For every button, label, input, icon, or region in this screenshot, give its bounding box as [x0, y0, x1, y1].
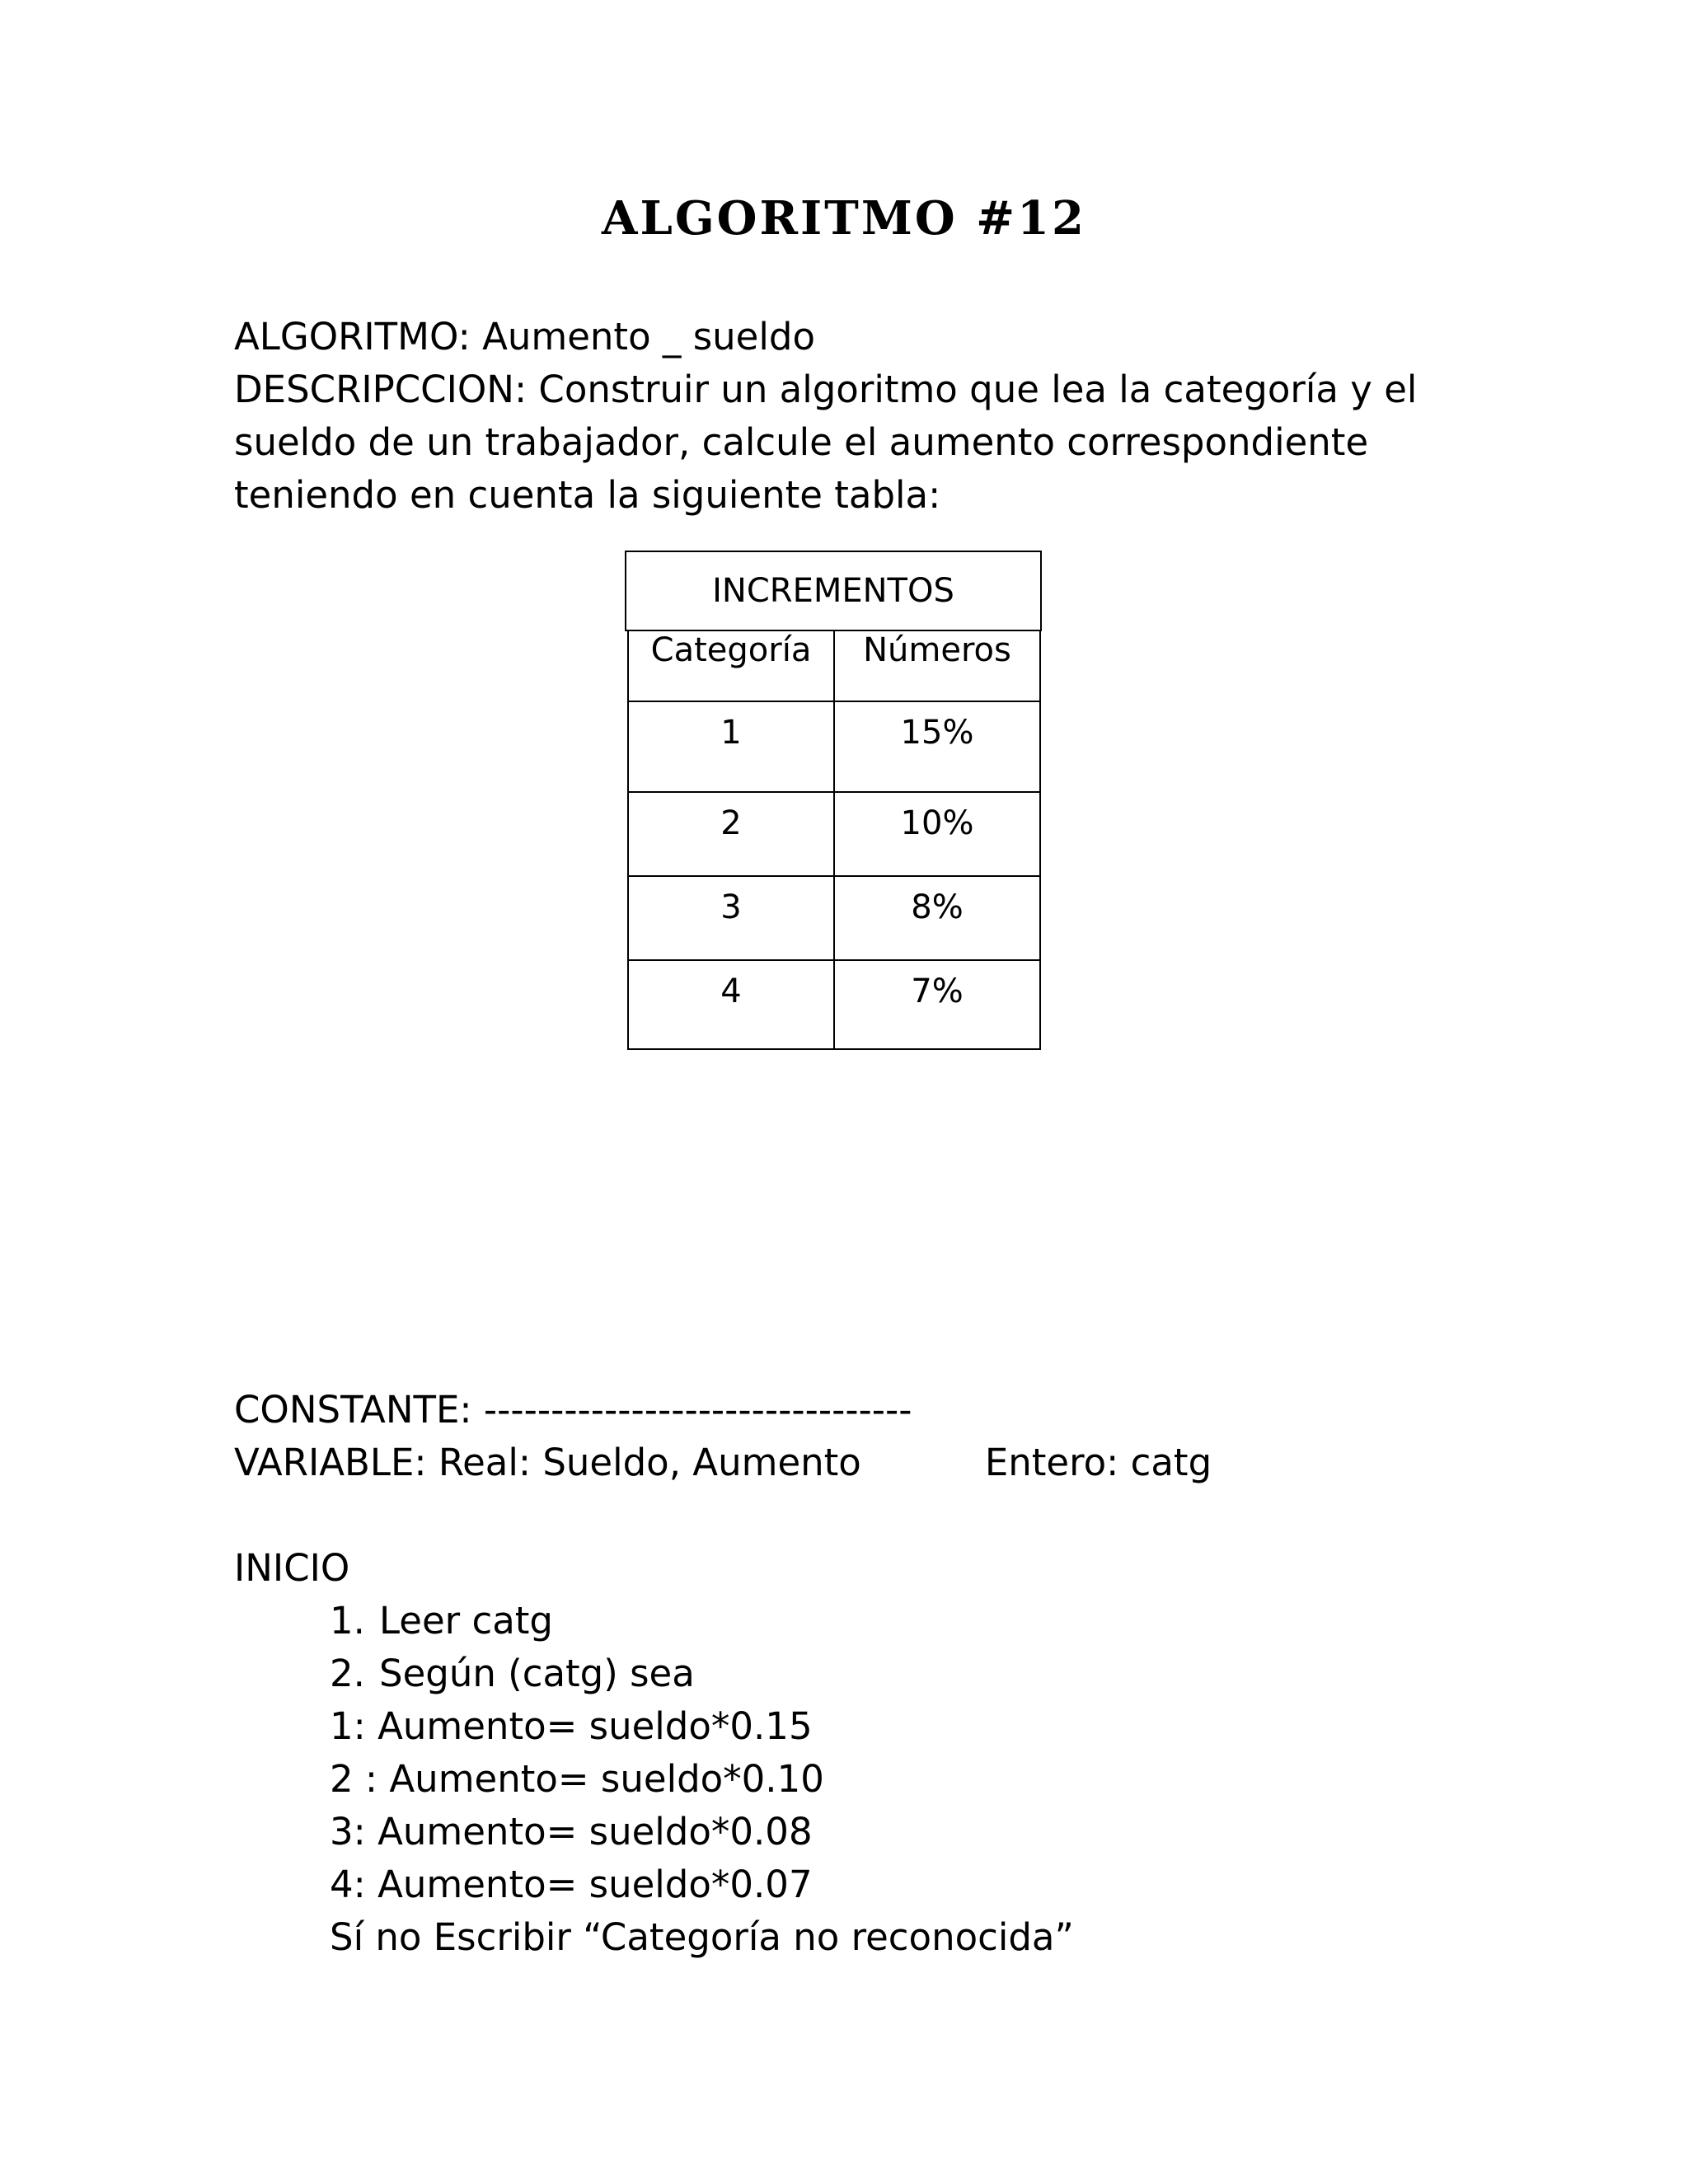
- description-line-2: sueldo de un trabajador, calcule el aumento correspondiente: [234, 420, 1369, 464]
- table-cell-category: 4: [628, 960, 834, 1049]
- step-2: [330, 1652, 695, 1695]
- description-line-1: DESCRIPCCION: Construir un algoritmo que lea la categoría y el: [234, 368, 1418, 411]
- table-cell-category: 2: [628, 792, 834, 876]
- table-cell-category: 1: [628, 701, 834, 792]
- variable-declaration: [234, 1441, 1212, 1484]
- step-text: Leer catg: [379, 1599, 553, 1643]
- table-cell-percent: 8%: [834, 876, 1040, 960]
- table-row: [628, 876, 1040, 960]
- table-row: [628, 701, 1040, 792]
- table-cell-percent: 7%: [834, 960, 1040, 1049]
- column-header-categoria: Categoría: [628, 631, 834, 701]
- step-number: 1.: [330, 1599, 365, 1643]
- column-header-numeros: Números: [834, 631, 1040, 701]
- step-text: Según (catg) sea: [379, 1652, 695, 1695]
- table-header-row: [628, 631, 1040, 701]
- algorithm-name: ALGORITMO: Aumento _ sueldo: [234, 315, 815, 359]
- table-cell-percent: 10%: [834, 792, 1040, 876]
- case-4: 4: Aumento= sueldo*0.07: [330, 1863, 813, 1906]
- step-number: 2.: [330, 1652, 365, 1695]
- step-1: [330, 1599, 553, 1643]
- table-row: [628, 792, 1040, 876]
- case-3: 3: Aumento= sueldo*0.08: [330, 1810, 813, 1854]
- increments-table: [627, 631, 1041, 1050]
- table-cell-category: 3: [628, 876, 834, 960]
- table-title: INCREMENTOS: [625, 551, 1042, 631]
- case-1: 1: Aumento= sueldo*0.15: [330, 1704, 813, 1748]
- page-title: ALGORITMO #12: [602, 191, 1086, 246]
- case-default: Sí no Escribir “Categoría no reconocida”: [330, 1915, 1074, 1959]
- variable-entero: Entero: catg: [984, 1441, 1212, 1484]
- case-2: 2 : Aumento= sueldo*0.10: [330, 1757, 824, 1801]
- inicio-label: INICIO: [234, 1546, 350, 1590]
- table-cell-percent: 15%: [834, 701, 1040, 792]
- variable-real: VARIABLE: Real: Sueldo, Aumento: [234, 1441, 861, 1484]
- constante-declaration: CONSTANTE: --------------------------------: [234, 1388, 912, 1432]
- description-line-3: teniendo en cuenta la siguiente tabla:: [234, 473, 941, 517]
- table-row: [628, 960, 1040, 1049]
